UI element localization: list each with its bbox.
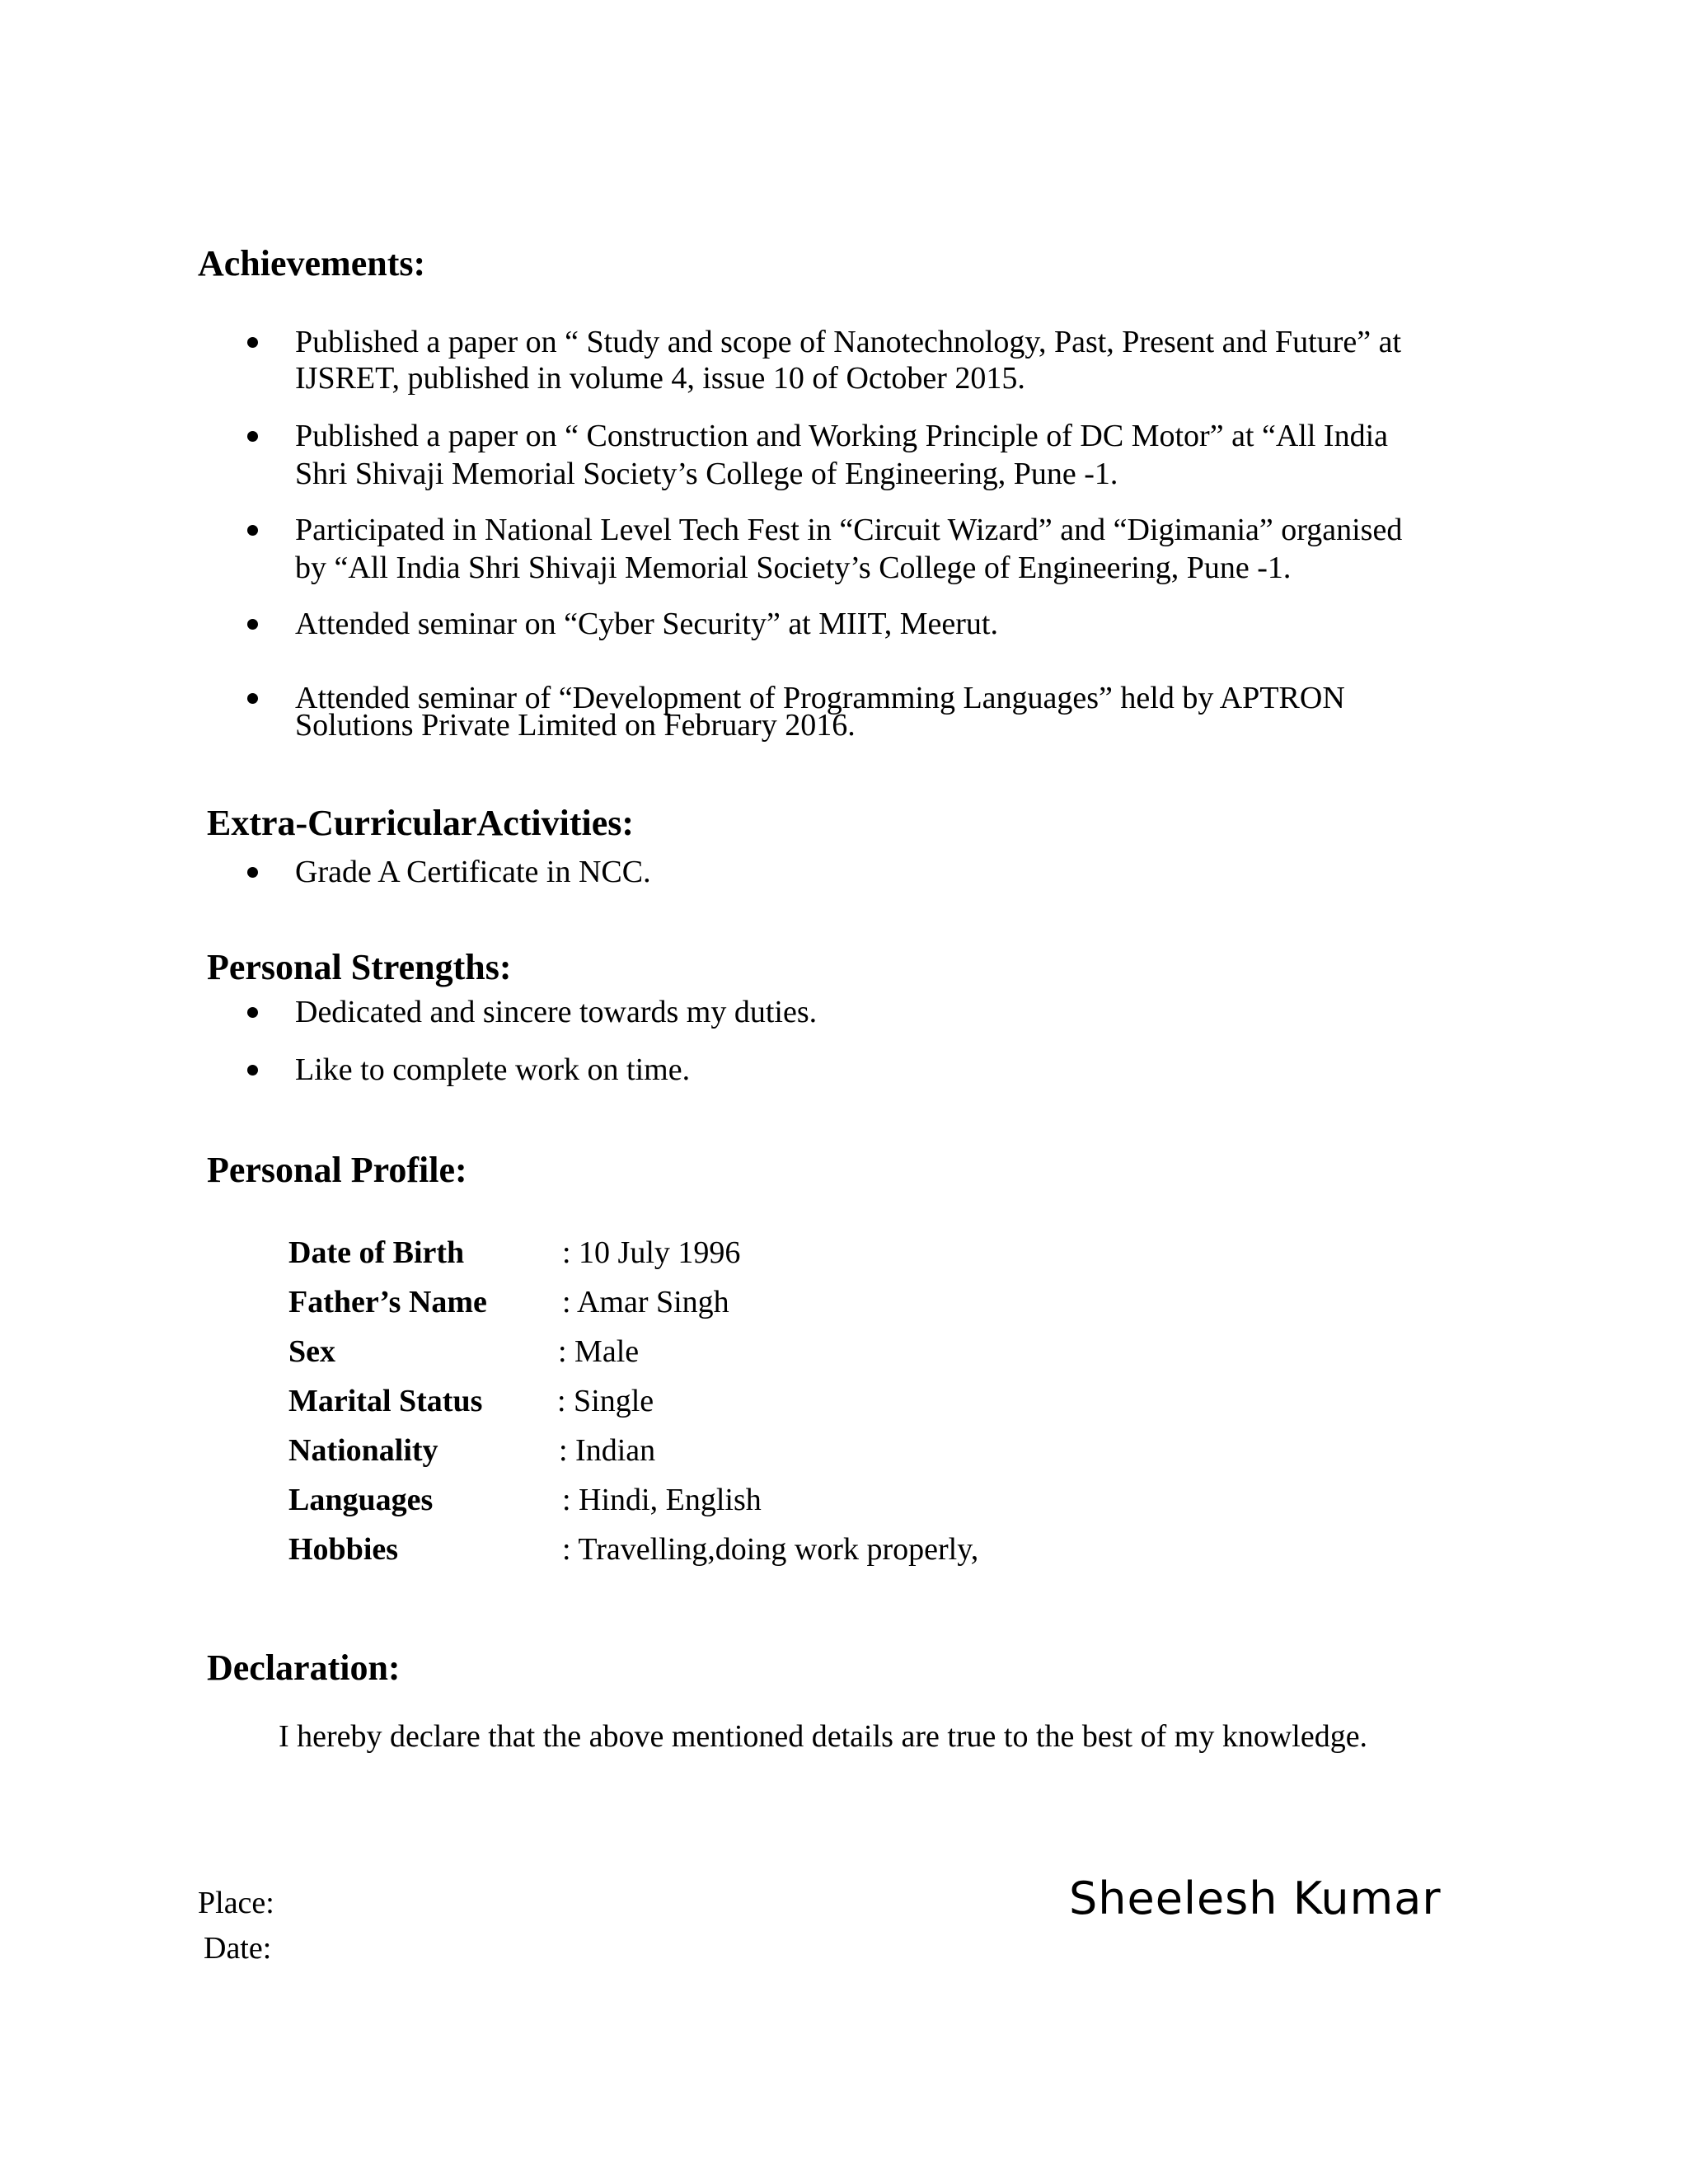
profile-key: Sex	[288, 1334, 335, 1369]
profile-heading: Personal Profile:	[207, 1150, 467, 1190]
extra-curricular-list	[247, 853, 1401, 894]
profile-key: Hobbies	[288, 1532, 399, 1567]
profile-key: Languages	[288, 1483, 434, 1517]
list-item-text: Attended seminar on “Cyber Security” at MIIT, Meerut.	[295, 607, 998, 641]
list-item-text: Dedicated and sincere towards my duties.	[295, 995, 818, 1029]
strengths-heading: Personal Strengths:	[207, 947, 512, 987]
profile-key: Father’s Name	[288, 1285, 487, 1319]
list-item-text: Shri Shivaji Memorial Society’s College of Engineering, Pune -1.	[295, 457, 1118, 491]
bullet-icon	[247, 1065, 258, 1076]
bullet-icon	[247, 1007, 258, 1018]
list-item-text: by “All India Shri Shivaji Memorial Society’s College of Engineering, Pune -1.	[295, 551, 1292, 585]
bullet-icon	[247, 431, 258, 442]
list-item-text: Participated in National Level Tech Fest in “Circuit Wizard” and “Digimania” organised	[295, 513, 1403, 547]
achievements-heading: Achievements:	[198, 243, 426, 284]
place-label: Place:	[198, 1886, 274, 1920]
profile-key: Marital Status	[288, 1384, 483, 1418]
list-item-text: Attended seminar of “Development of Programming Languages” held by APTRON	[295, 681, 1345, 715]
bullet-icon	[247, 525, 258, 536]
bullet-icon	[247, 867, 258, 878]
list-item-text: Solutions Private Limited on February 2016.	[295, 708, 856, 743]
profile-table	[288, 1232, 1113, 1578]
date-label: Date:	[204, 1931, 272, 1966]
profile-value: : Single	[557, 1384, 654, 1418]
extra-curricular-heading: Extra-CurricularActivities:	[207, 803, 635, 843]
profile-key: Nationality	[288, 1433, 438, 1468]
bullet-icon	[247, 693, 258, 704]
profile-key: Date of Birth	[288, 1235, 465, 1270]
list-item-text: Grade A Certificate in NCC.	[295, 855, 651, 889]
profile-value: : Male	[558, 1334, 640, 1369]
profile-value: : Hindi, English	[562, 1483, 762, 1517]
strengths-list	[247, 993, 1401, 1092]
list-item-text: Published a paper on “ Construction and Working Principle of DC Motor” at “All India	[295, 419, 1388, 453]
bullet-icon	[247, 619, 258, 630]
profile-value: : Travelling,doing work properly,	[562, 1532, 979, 1567]
declaration-text: I hereby declare that the above mentioned details are true to the best of my knowledge.	[279, 1719, 1368, 1754]
list-item-text: IJSRET, published in volume 4, issue 10 of October 2015.	[295, 361, 1025, 396]
list-item-text: Like to complete work on time.	[295, 1052, 691, 1087]
profile-value: : Amar Singh	[562, 1285, 729, 1319]
achievements-list	[247, 323, 1484, 752]
signature: Sheelesh Kumar	[1069, 1872, 1442, 1924]
profile-value: : 10 July 1996	[562, 1235, 741, 1270]
list-item-text: Published a paper on “ Study and scope of Nanotechnology, Past, Present and Future” at	[295, 325, 1402, 359]
profile-value: : Indian	[559, 1433, 656, 1468]
bullet-icon	[247, 337, 258, 348]
declaration-heading: Declaration:	[207, 1647, 401, 1688]
